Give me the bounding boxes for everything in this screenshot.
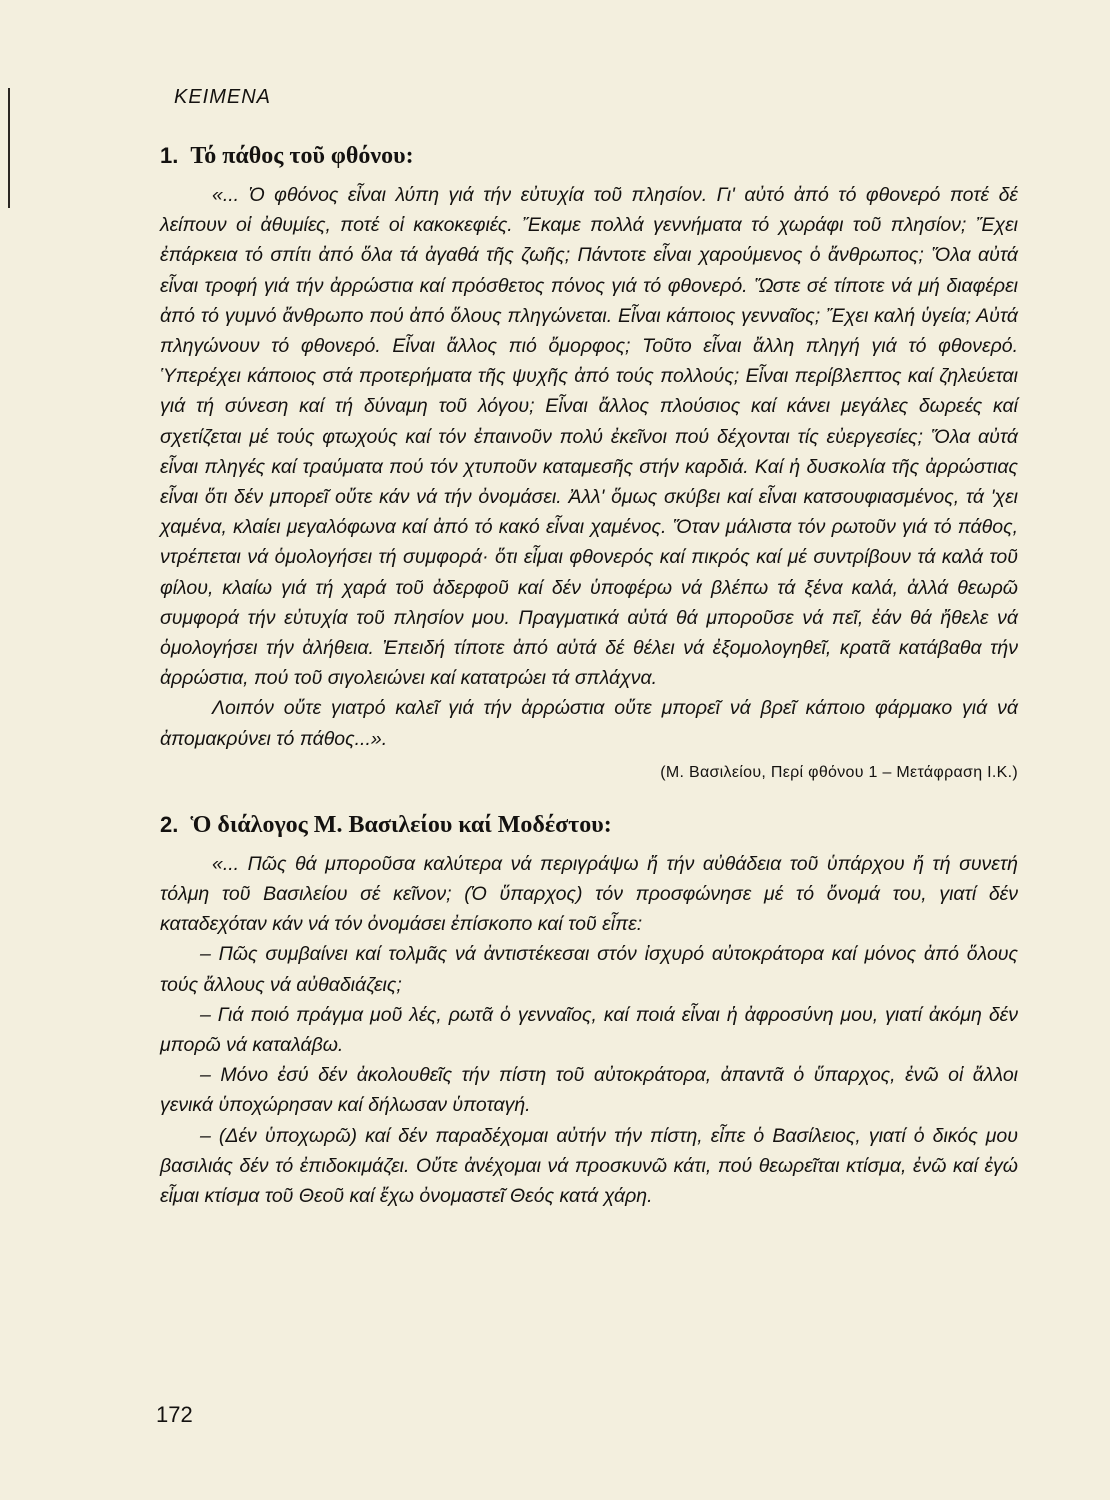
page-body [160,86,1018,1211]
section-1-number: 1. [160,143,179,168]
section-1-heading [160,143,1018,170]
section-2-number: 2. [160,811,179,837]
paragraph: «... Πῶς θά μποροῦσα καλύτερα νά περιγράψω ἤ τήν αὐθάδεια τοῦ ὑπάρχου ἤ τή συνετή τόλμη τοῦ Βασιλείου σέ κεῖνον; (Ὁ ὕπαρχος) τόν προσφώνησε μέ τό ὄνομά του, γιατί δέν καταδεχόταν κάν νά τόν ὀνομάσει ἐπίσκοπο καί τοῦ εἶπε: [160,852,1018,936]
dialogue-line: – Γιά ποιό πράγμα μοῦ λές, ρωτᾶ ὁ γενναῖος, καί ποιά εἶναι ἡ ἀφροσύνη μου, γιατί ἀκόμη δέν μπορῶ νά καταλάβω. [160,1003,1018,1057]
margin-rule [8,88,10,208]
section-1-citation: (Μ. Βασιλείου, Περί φθόνου 1 – Μετάφραση Ι.Κ.) [660,763,1018,781]
section-1-title: Τό πάθος τοῦ φθόνου: [190,143,414,169]
paragraph: «... Ὁ φθόνος εἶναι λύπη γιά τήν εὐτυχία τοῦ πλησίον. Γι' αὐτό ἀπό τό φθονερό ποτέ δέ λείπουν οἱ ἀθυμίες, ποτέ οἱ κακοκεφιές. Ἔκαμε πολλά γεννήματα τό χωράφι τοῦ πλησίον; Ἔχει ἐπάρκεια τό σπίτι ἀπό ὅλα τά ἀγαθά τῆς ζωῆς; Πάντοτε εἶναι χαρούμενος ὁ ἄνθρωπος; Ὅλα αὐτά εἶναι τροφή γιά τήν ἀρρώστια καί πρόσθετος πόνος γιά τό φθονερό. Ὥστε σέ τίποτε νά μή διαφέρει ἀπό τό γυμνό ἄνθρωπο πού ἀπό ὅλους πληγώνεται. Εἶναι κάποιος γενναῖος; Ἔχει καλή ὑγεία; Αὐτά πληγώνουν τό φθονερό. Εἶναι ἄλλος πιό ὄμορφος; Τοῦτο εἶναι ἄλλη πληγή γιά τό φθονερό. Ὑπερέχει κάποιος στά προτερήματα τῆς ψυχῆς ἀπό τούς πολλούς; Εἶναι περίβλεπτος καί ζηλεύεται γιά τή σύνεση καί τή δύναμη τοῦ λόγου; Εἶναι ἄλλος πλούσιος καί κάνει μεγάλες δωρεές καί σχετίζεται μέ τούς φτωχούς καί τόν ἐπαινοῦν πολύ ἐκεῖνοι πού δέχονται τίς εὐεργεσίες; Ὅλα αὐτά εἶναι πληγές καί τραύματα πού τόν χτυποῦν καταμεσῆς στήν καρδιά. Καί ἡ δυσκολία τῆς ἀρρώστιας εἶναι ὅτι δέν μπορεῖ οὔτε κάν νά τήν ὀνομάσει. Ἀλλ' ὅμως σκύβει καί εἶναι κατσουφιασμένος, τά 'χει χαμένα, κλαίει μεγαλόφωνα καί ἀπό τό κακό εἶναι χαμένος. Ὅταν μάλιστα τόν ρωτοῦν γιά τό πάθος, ντρέπεται νά ὁμολογήσει τή συμφορά· ὅτι εἶμαι φθονερός καί πικρός καί μέ συντρίβουν τά καλά τοῦ φίλου, κλαίω γιά τή χαρά τοῦ ἀδερφοῦ καί δέν ὑποφέρω νά βλέπω τά ξένα καλά, ἀλλά θεωρῶ συμφορά τήν εὐτυχία τοῦ πλησίον μου. Πραγματικά αὐτά θά μποροῦσε νά πεῖ, ἐάν θά ἤθελε νά ὁμολογήσει τήν ἀλήθεια. Ἐπειδή τίποτε ἀπό αὐτά δέ θέλει νά ἐξομολογηθεῖ, κρατᾶ κατάβαθα τήν ἀρρώστια, πού τοῦ σιγολειώνει καί κατατρώει τά σπλάχνα. [160,184,1018,690]
dialogue-line: – Μόνο ἐσύ δέν ἀκολουθεῖς τήν πίστη τοῦ αὐτοκράτορα, ἀπαντᾶ ὁ ὕπαρχος, ἐνῶ οἱ ἄλλοι γενικά ὑποχώρησαν καί δήλωσαν ὑποταγή. [160,1064,1018,1117]
section-1-excerpt [160,180,1018,754]
section-2-title: Ὁ διάλογος Μ. Βασιλείου καί Μοδέστου: [190,811,612,838]
section-label: ΚΕΙΜΕΝΑ [174,86,272,108]
section-2-heading [160,812,1018,839]
section-2-excerpt [160,849,1018,1211]
dialogue-line: – Πῶς συμβαίνει καί τολμᾶς νά ἀντιστέκεσαι στόν ἰσχυρό αὐτοκράτορα καί μόνος ἀπό ὅλους τούς ἄλλους νά αὐθαδιάζεις; [160,943,1018,996]
page-number: 172 [156,1402,193,1427]
paragraph: Λοιπόν οὔτε γιατρό καλεῖ γιά τήν ἀρρώστια οὔτε μπορεῖ νά βρεῖ κάποιο φάρμακο γιά νά ἀπομακρύνει τό πάθος...». [160,697,1018,750]
dialogue-line: – (Δέν ὑποχωρῶ) καί δέν παραδέχομαι αὐτήν τήν πίστη, εἶπε ὁ Βασίλειος, γιατί ὁ δικός μου βασιλιάς δέν τό ἐπιδοκιμάζει. Οὔτε ἀνέχομαι νά προσκυνῶ κάτι, πού θεωρεῖται κτίσμα, ἐνῶ καί ἐγώ εἶμαι κτίσμα τοῦ Θεοῦ καί ἔχω ὀνομαστεῖ Θεός κατά χάρη. [160,1124,1018,1208]
